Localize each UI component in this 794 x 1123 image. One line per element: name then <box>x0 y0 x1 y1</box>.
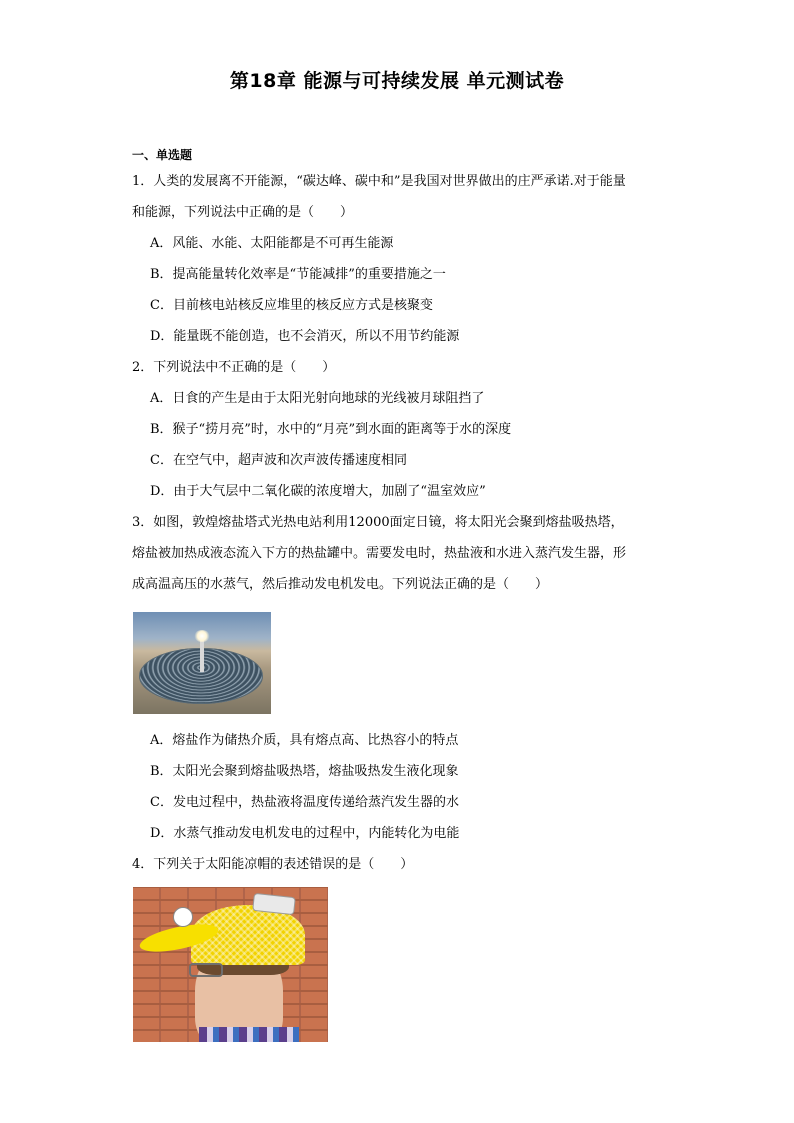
q3-option-a: A．熔盐作为储热介质，具有熔点高、比热容小的特点 <box>150 733 459 748</box>
q1-option-b: B．提高能量转化效率是“节能减排”的重要措施之一 <box>150 267 446 282</box>
q2-option-d: D．由于大气层中二氧化碳的浓度增大，加剧了“温室效应” <box>150 484 486 499</box>
solar-cap-image <box>133 887 328 1042</box>
q3-stem-line1: 3．如图，敦煌熔盐塔式光热电站利用12000面定日镜，将太阳光会聚到熔盐吸热塔， <box>132 515 624 530</box>
q3-option-b: B．太阳光会聚到熔盐吸热塔，熔盐吸热发生液化现象 <box>150 764 459 779</box>
solar-power-plant-image <box>133 612 271 714</box>
section-heading: 一、单选题 <box>132 148 193 162</box>
q2-option-a: A．日食的产生是由于太阳光射向地球的光线被月球阻挡了 <box>150 391 485 406</box>
q3-option-c: C．发电过程中，热盐液将温度传递给蒸汽发生器的水 <box>150 795 459 810</box>
tower-glow <box>194 630 210 642</box>
q1-option-a: A．风能、水能、太阳能都是不可再生能源 <box>150 236 394 251</box>
q2-option-b: B．猴子“捞月亮”时，水中的“月亮”到水面的距离等于水的深度 <box>150 422 512 437</box>
q1-option-c: C．目前核电站核反应堆里的核反应方式是核聚变 <box>150 298 433 313</box>
q4-stem: 4．下列关于太阳能凉帽的表述错误的是（ ） <box>132 857 414 872</box>
mini-fan <box>173 907 193 927</box>
q1-stem-line1: 1．人类的发展离不开能源，“碳达峰、碳中和”是我国对世界做出的庄严承诺.对于能量 <box>132 174 626 189</box>
q3-stem-line3: 成高温高压的水蒸气，然后推动发电机发电。下列说法正确的是（ ） <box>132 577 549 592</box>
page-title: 第18章 能源与可持续发展 单元测试卷 <box>229 70 565 92</box>
q1-option-d: D．能量既不能创造，也不会消灭，所以不用节约能源 <box>150 329 460 344</box>
q2-option-c: C．在空气中，超声波和次声波传播速度相同 <box>150 453 407 468</box>
glasses <box>189 963 223 977</box>
q3-option-d: D．水蒸气推动发电机发电的过程中，内能转化为电能 <box>150 826 460 841</box>
q3-stem-line2: 熔盐被加热成液态流入下方的热盐罐中。需要发电时，热盐液和水进入蒸汽发生器，形 <box>132 546 627 561</box>
q1-stem-line2: 和能源，下列说法中正确的是（ ） <box>132 205 354 220</box>
q2-stem: 2．下列说法中不正确的是（ ） <box>132 360 336 375</box>
shirt-collar <box>199 1027 299 1042</box>
